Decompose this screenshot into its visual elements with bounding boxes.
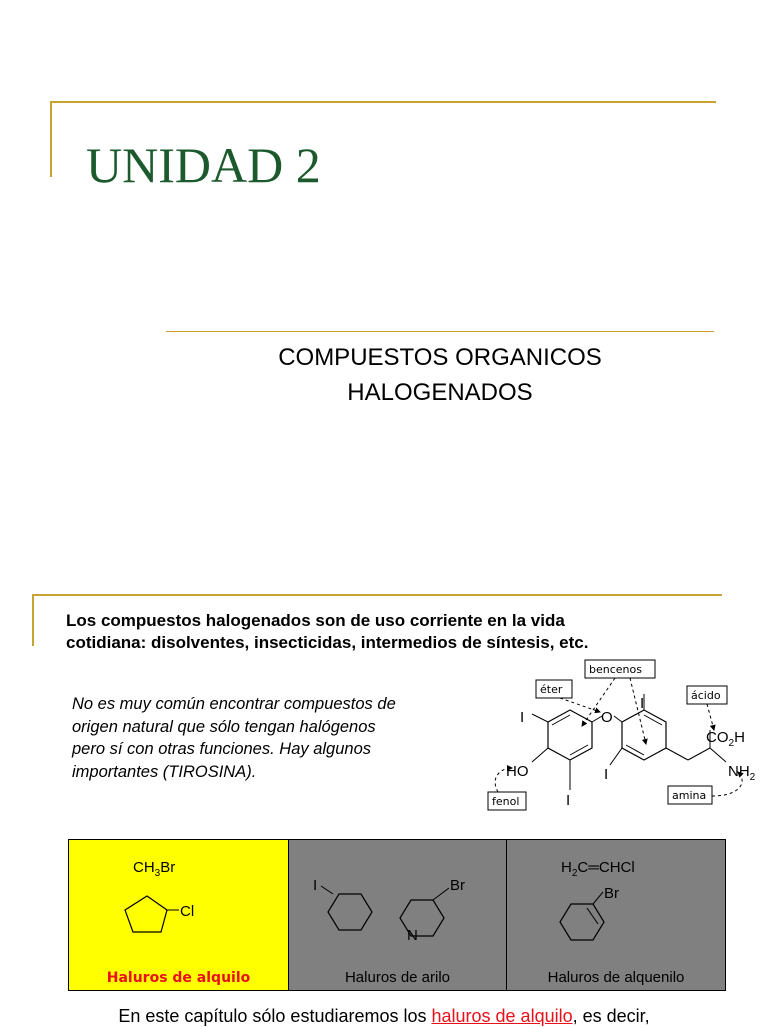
note-line: origen natural que sólo tengan halógenos	[72, 717, 376, 736]
chlorine-atom: Cl	[180, 903, 195, 920]
carboxyl-h: H	[734, 729, 745, 746]
label-bencenos: bencenos	[589, 663, 642, 676]
bottom-highlight: haluros de alquilo	[431, 1006, 573, 1026]
note-text	[72, 693, 462, 783]
intro-text	[66, 610, 706, 654]
label-eter: éter	[540, 683, 563, 696]
slide1-subtitle-rule	[166, 331, 714, 332]
aryl-halide-label: Haluros de arilo	[344, 969, 451, 986]
methyl-bromide-formula	[133, 859, 175, 879]
alkyl-halide-cell	[69, 840, 289, 990]
oxygen-atom: O	[601, 709, 613, 726]
carboxyl-co: CO	[706, 729, 729, 746]
slide1-left-rule	[50, 101, 52, 177]
vinyl-chloride-formula	[561, 859, 635, 879]
label-fenol: fenol	[492, 795, 520, 808]
formula-sub: 2	[571, 868, 578, 879]
slide2-left-rule	[32, 594, 34, 646]
formula-chcl: C═CHCl	[577, 859, 635, 876]
slide-subtitle	[160, 340, 720, 410]
aryl-halide-cell	[289, 840, 507, 990]
amine-nh: NH	[728, 763, 750, 780]
bromine-atom: Br	[604, 885, 619, 902]
label-amina: amina	[672, 789, 707, 802]
iodine-atom: I	[640, 695, 645, 712]
slide1-top-rule	[50, 101, 716, 103]
amine-sub: 2	[749, 772, 756, 783]
label-acido: ácido	[691, 689, 721, 702]
nitrogen-atom: N	[407, 927, 418, 944]
subtitle-line: HALOGENADOS	[347, 379, 533, 406]
phenol-ring	[548, 710, 592, 760]
formula-ch: CH	[133, 859, 155, 876]
halide-types-table	[68, 839, 726, 991]
iodine-atom: I	[604, 766, 609, 783]
carboxyl-group	[706, 729, 745, 749]
note-line: pero sí con otras funciones. Hay algunos	[72, 740, 372, 758]
iodine-atom: I	[566, 792, 571, 809]
alkenyl-halide-label: Haluros de alquenilo	[547, 969, 685, 986]
carboxyl-sub: 2	[728, 738, 735, 749]
slide-title: UNIDAD 2	[86, 137, 321, 193]
slide2-top-rule	[32, 594, 722, 596]
hydroxyl-group: HO	[506, 763, 529, 780]
bromine-atom: Br	[450, 877, 465, 894]
alkenyl-halide-structures	[507, 840, 725, 960]
alkyl-halide-label: Haluros de alquilo	[106, 970, 251, 986]
intro-line: cotidiana: disolventes, insecticidas, intermedios de síntesis, etc.	[66, 633, 589, 652]
bottom-suffix: , es decir,	[572, 1006, 650, 1026]
subtitle-line: COMPUESTOS ORGANICOS	[278, 344, 602, 371]
formula-h: H	[561, 859, 572, 876]
intro-line: Los compuestos halogenados son de uso corriente en la vida	[66, 611, 565, 630]
cyclopentane-ring	[125, 896, 167, 932]
alkyl-halide-structures	[69, 840, 288, 960]
cyclohexene-ring	[560, 904, 604, 940]
formula-sub: 3	[154, 868, 161, 879]
note-line: importantes (TIROSINA).	[72, 762, 257, 781]
benzene-ring	[622, 710, 666, 760]
bottom-prefix: En este capítulo sólo estudiaremos los	[118, 1006, 432, 1026]
aryl-halide-structures	[289, 840, 506, 960]
tyrosine-structure	[470, 650, 768, 825]
formula-br: Br	[160, 859, 176, 876]
benzene-ring	[328, 894, 372, 930]
iodine-atom: I	[313, 877, 318, 894]
iodine-atom: I	[520, 709, 525, 726]
note-line: No es muy común encontrar compuestos de	[72, 695, 396, 713]
alkenyl-halide-cell	[507, 840, 725, 990]
